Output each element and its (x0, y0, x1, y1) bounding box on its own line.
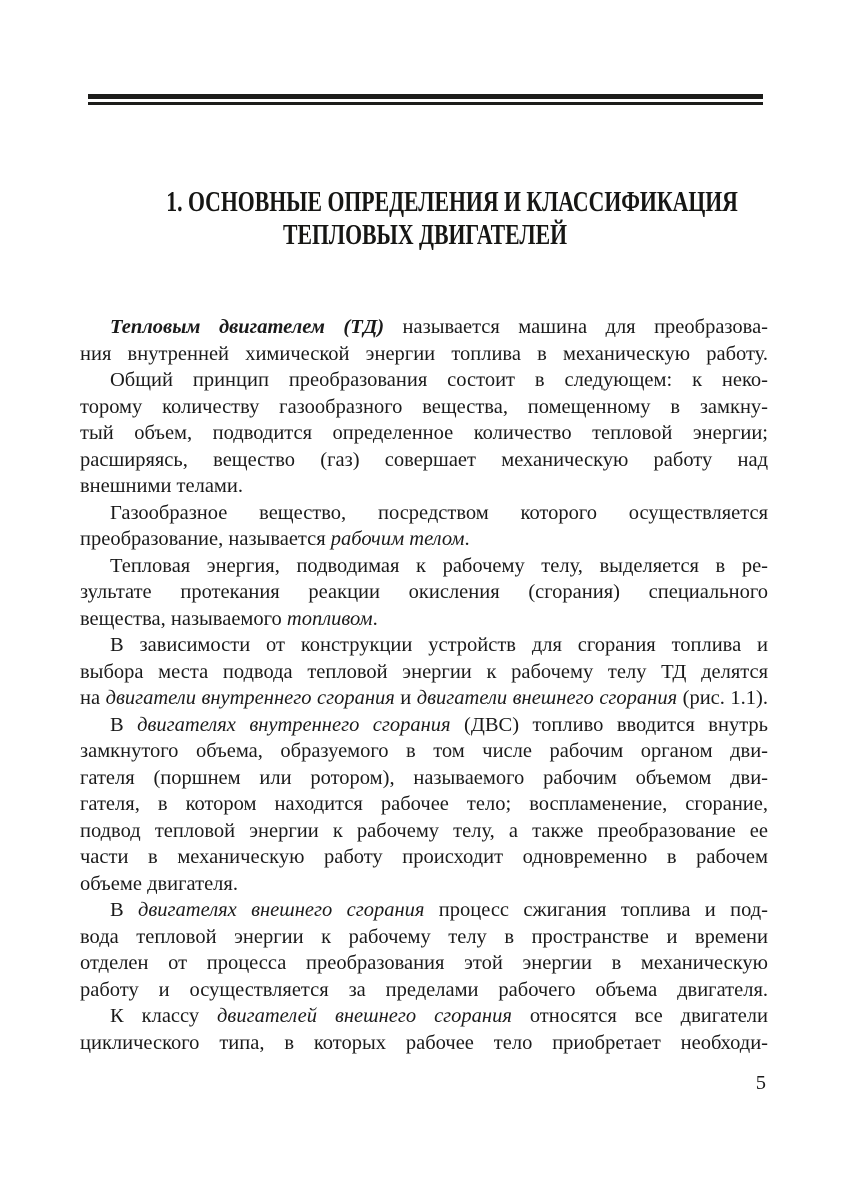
text-line (80, 500, 768, 527)
text-line (80, 897, 768, 924)
text-run: В (110, 899, 139, 921)
text-run: В (110, 713, 138, 736)
text-line (80, 553, 768, 580)
text-run: объеме двигателя. (80, 872, 238, 895)
text-run: гателя, в котором находится рабочее тело; воспламенение, сгорание, (80, 793, 768, 815)
text-run: рабочим телом (330, 528, 465, 550)
text-run: расширяясь, вещество (газ) совершает механическую работу над (80, 448, 768, 471)
text-run: выбора места подвода тепловой энергии к рабочему телу ТД делятся (80, 660, 768, 683)
text-line (80, 685, 768, 712)
text-run: зультате протекания реакции окисления (сгорания) специального (80, 581, 768, 603)
text-run: Газообразное вещество, посредством которого осуществляется (110, 501, 768, 524)
text-run: работу и осуществляется за пределами рабочего объема двигателя. (80, 978, 768, 1001)
text-run: и (394, 687, 417, 709)
text-run: топливом (286, 607, 373, 630)
text-run: подвод тепловой энергии к рабочему телу, а также преобразование ее (80, 819, 768, 842)
text-run: ния внутренней химической энергии топлива в механическую работу. (80, 342, 768, 365)
body-text (80, 314, 768, 1056)
text-run: отделен от процесса преобразования этой энергии в механическую (80, 952, 768, 974)
text-line (80, 341, 768, 368)
text-run: Общий принцип преобразования состоит в следующем: к неко- (110, 369, 768, 391)
text-run: внешними телами. (80, 475, 243, 497)
text-run: двигатели внешнего сгорания (416, 687, 678, 709)
text-run: торому количеству газообразного вещества, помещенному в замкну- (80, 395, 768, 418)
text-run: называется машина для преобразова- (384, 316, 768, 338)
text-line (80, 606, 768, 633)
text-line (80, 791, 768, 818)
text-line (80, 367, 768, 394)
chapter-title-line-1: 1. ОСНОВНЫЕ ОПРЕДЕЛЕНИЯ И КЛАССИФИКАЦИЯ (166, 186, 738, 218)
text-run: тый объем, подводится определенное количество тепловой энергии; (80, 422, 768, 444)
text-run: (ДВС) топливо вводится внутрь (450, 713, 768, 736)
text-run: преобразование, называется (80, 528, 331, 550)
text-line (80, 420, 768, 447)
text-line (80, 871, 768, 898)
text-run: Тепловая энергия, подводимая к рабочему телу, выделяется в ре- (110, 554, 768, 577)
text-run: части в механическую работу происходит одновременно в рабочем (80, 846, 768, 868)
text-line (80, 738, 768, 765)
text-run: вода тепловой энергии к рабочему телу в пространстве и времени (80, 925, 768, 948)
rule-thin (88, 102, 763, 105)
chapter-title-line-2: ТЕПЛОВЫХ ДВИГАТЕЛЕЙ (282, 219, 568, 251)
text-run: . (464, 528, 470, 550)
text-run: двигателей внешнего сгорания (217, 1005, 512, 1027)
text-run: Тепловым двигателем (ТД) (110, 316, 385, 338)
text-run: на (80, 687, 106, 709)
text-run: циклического типа, в которых рабочее тело приобретает необходи- (80, 1031, 768, 1054)
text-line (80, 579, 768, 606)
text-run: гателя (поршнем или ротором), называемого рабочим объемом дви- (80, 766, 768, 789)
text-line (80, 924, 768, 951)
text-run: замкнутого объема, образуемого в том числе рабочим органом дви- (80, 740, 768, 762)
text-run: относятся все двигатели (511, 1005, 768, 1027)
text-run: двигатели внутреннего сгорания (105, 687, 395, 709)
text-line (80, 950, 768, 977)
text-run: (рис. 1.1). (677, 687, 768, 709)
text-run: двигателях внешнего сгорания (138, 899, 425, 921)
text-line (80, 1030, 768, 1057)
text-line (80, 659, 768, 686)
text-line (80, 447, 768, 474)
page-number: 5 (755, 1072, 766, 1094)
text-line (80, 977, 768, 1004)
text-line (80, 314, 768, 341)
text-line (80, 473, 768, 500)
text-line (80, 632, 768, 659)
text-line (80, 526, 768, 553)
text-run: процесс сжигания топлива и под- (424, 899, 768, 921)
text-line (80, 1003, 768, 1030)
text-line (80, 765, 768, 792)
chapter-title (80, 186, 770, 252)
text-run: В зависимости от конструкции устройств для сгорания топлива и (110, 634, 768, 656)
text-line (80, 818, 768, 845)
text-line (80, 712, 768, 739)
text-line (80, 394, 768, 421)
text-run: вещества, называемого (80, 607, 287, 630)
text-line (80, 844, 768, 871)
text-run: . (372, 607, 378, 630)
text-run: двигателях внутреннего сгорания (137, 713, 451, 736)
text-run: К классу (110, 1005, 218, 1027)
double-rule (88, 94, 763, 105)
